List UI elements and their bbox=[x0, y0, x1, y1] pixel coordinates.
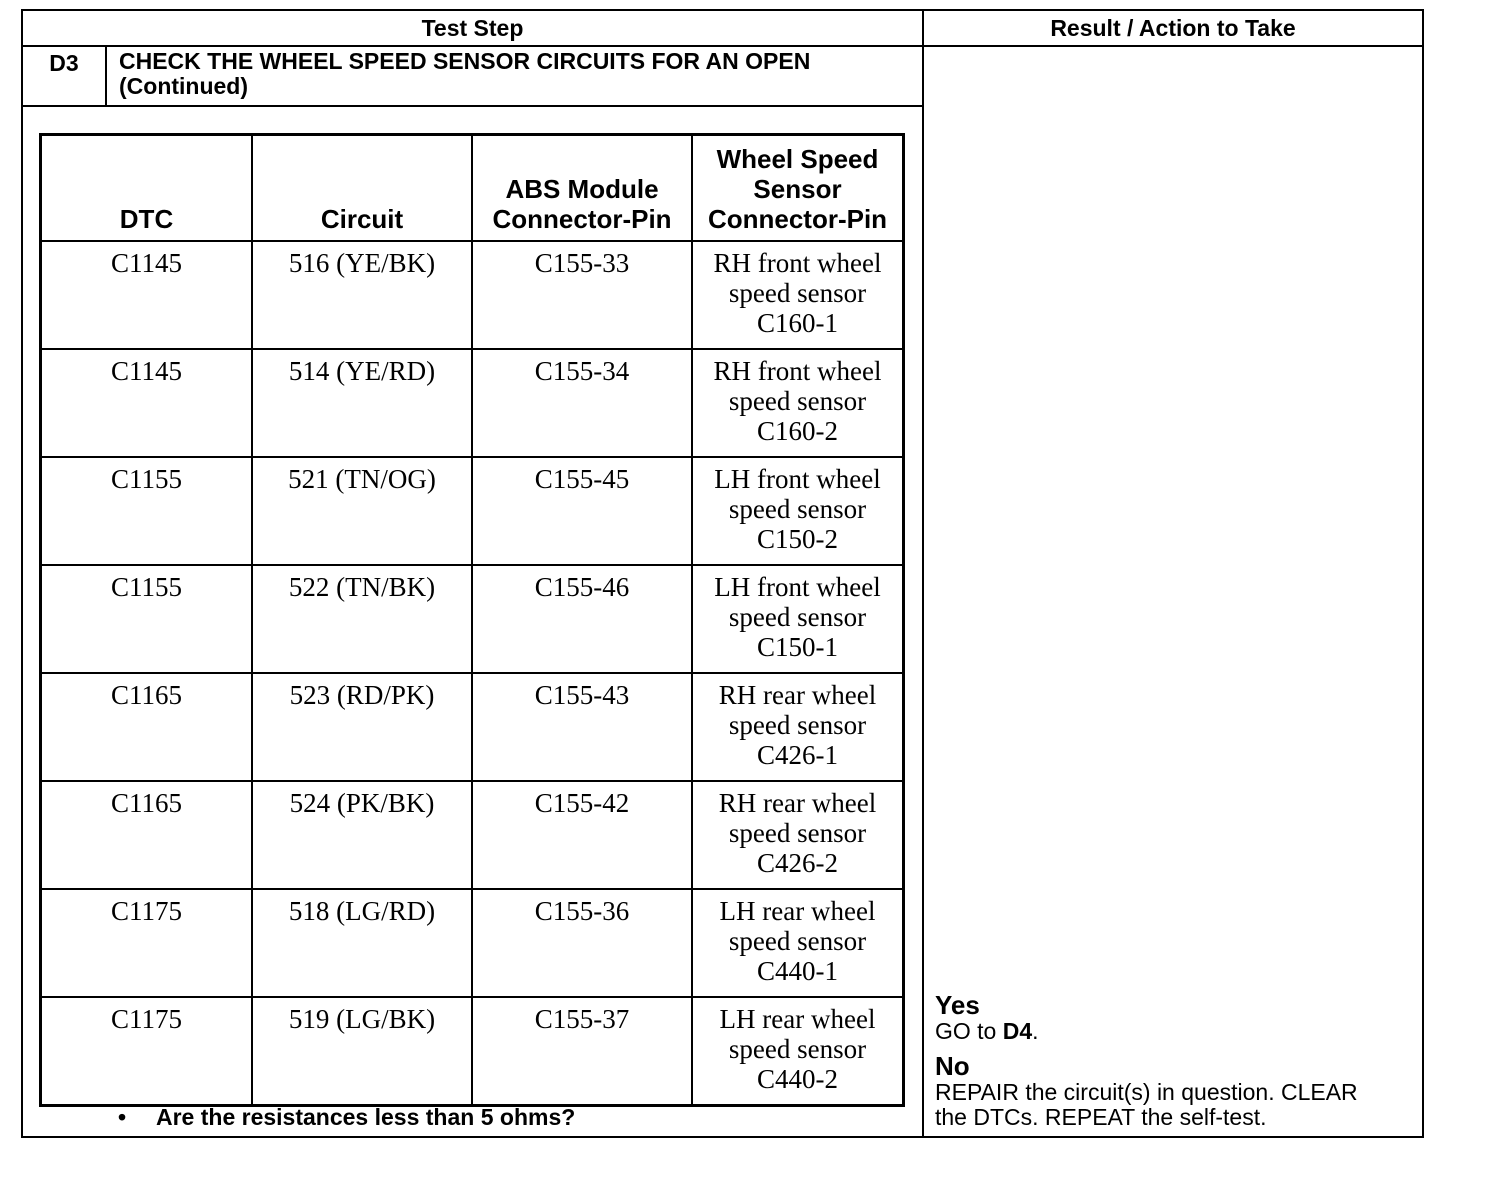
table-row bbox=[41, 565, 904, 673]
sensor-pin: C160-1 bbox=[757, 308, 838, 338]
yes-target-link[interactable]: D4 bbox=[1002, 1018, 1033, 1044]
sensor-pin: C150-2 bbox=[757, 524, 838, 554]
col-header-circuit bbox=[252, 135, 472, 242]
cell-dtc: C1165 bbox=[41, 673, 253, 781]
table-row bbox=[41, 349, 904, 457]
cell-abs-pin: C155-33 bbox=[472, 241, 692, 349]
cell-circuit: 521 (TN/OG) bbox=[252, 457, 472, 565]
cell-dtc: C1145 bbox=[41, 349, 253, 457]
cell-sensor bbox=[692, 781, 904, 889]
header-test-step: Test Step bbox=[23, 11, 924, 47]
no-label: No bbox=[935, 1051, 970, 1081]
sensor-pin: C426-2 bbox=[757, 848, 838, 878]
cell-abs-pin: C155-37 bbox=[472, 997, 692, 1106]
step-title bbox=[119, 49, 909, 99]
cell-sensor bbox=[692, 457, 904, 565]
result-panel bbox=[935, 991, 1415, 1130]
col-header-line: Wheel Speed bbox=[716, 144, 879, 174]
step-id: D3 bbox=[23, 47, 107, 105]
table-header-row bbox=[41, 135, 904, 242]
table-row bbox=[41, 997, 904, 1106]
cell-abs-pin: C155-34 bbox=[472, 349, 692, 457]
cell-abs-pin: C155-43 bbox=[472, 673, 692, 781]
sensor-location: LH rear wheel bbox=[719, 896, 876, 926]
sensor-location: RH rear wheel bbox=[718, 680, 877, 710]
col-header-line: Sensor bbox=[753, 174, 842, 204]
question bbox=[118, 1104, 575, 1131]
step-title-sub: (Continued) bbox=[119, 73, 249, 99]
cell-abs-pin: C155-42 bbox=[472, 781, 692, 889]
sensor-location: RH rear wheel bbox=[718, 788, 877, 818]
no-action-line2: the DTCs. REPEAT the self-test. bbox=[935, 1104, 1267, 1130]
step-title-main: CHECK THE WHEEL SPEED SENSOR CIRCUITS FOR AN OPEN bbox=[119, 48, 811, 74]
table-row bbox=[41, 673, 904, 781]
col-header-line: Connector-Pin bbox=[492, 204, 672, 234]
sensor-type: speed sensor bbox=[728, 1034, 867, 1064]
cell-abs-pin: C155-46 bbox=[472, 565, 692, 673]
yes-prefix: GO to bbox=[935, 1018, 1003, 1044]
sensor-type: speed sensor bbox=[728, 926, 867, 956]
column-divider bbox=[922, 11, 924, 1136]
cell-circuit: 519 (LG/BK) bbox=[252, 997, 472, 1106]
table-row bbox=[41, 781, 904, 889]
bullet-icon: • bbox=[118, 1104, 127, 1130]
sensor-pin: C150-1 bbox=[757, 632, 838, 662]
sensor-location: LH rear wheel bbox=[719, 1004, 876, 1034]
circuit-table bbox=[39, 133, 905, 1107]
sensor-pin: C440-2 bbox=[757, 1064, 838, 1094]
sensor-location: LH front wheel bbox=[714, 464, 881, 494]
cell-dtc: C1175 bbox=[41, 889, 253, 997]
yes-action bbox=[935, 1019, 1415, 1044]
table-row bbox=[41, 889, 904, 997]
test-step-page bbox=[21, 9, 1424, 1138]
sensor-type: speed sensor bbox=[728, 602, 867, 632]
cell-circuit: 522 (TN/BK) bbox=[252, 565, 472, 673]
table-row bbox=[41, 457, 904, 565]
step-divider bbox=[23, 105, 922, 107]
cell-sensor bbox=[692, 889, 904, 997]
cell-circuit: 524 (PK/BK) bbox=[252, 781, 472, 889]
cell-sensor bbox=[692, 241, 904, 349]
cell-sensor bbox=[692, 349, 904, 457]
cell-circuit: 516 (YE/BK) bbox=[252, 241, 472, 349]
cell-circuit: 523 (RD/PK) bbox=[252, 673, 472, 781]
sensor-location: RH front wheel bbox=[713, 248, 882, 278]
sensor-location: RH front wheel bbox=[713, 356, 882, 386]
header-result-action: Result / Action to Take bbox=[924, 11, 1422, 47]
cell-circuit: 518 (LG/RD) bbox=[252, 889, 472, 997]
sensor-pin: C426-1 bbox=[757, 740, 838, 770]
sensor-type: speed sensor bbox=[728, 710, 867, 740]
col-header-line: Connector-Pin bbox=[707, 204, 888, 234]
sensor-pin: C440-1 bbox=[757, 956, 838, 986]
cell-abs-pin: C155-36 bbox=[472, 889, 692, 997]
sensor-location: LH front wheel bbox=[714, 572, 881, 602]
col-header-line: Circuit bbox=[320, 204, 404, 234]
cell-dtc: C1165 bbox=[41, 781, 253, 889]
sensor-type: speed sensor bbox=[728, 386, 867, 416]
cell-abs-pin: C155-45 bbox=[472, 457, 692, 565]
sensor-pin: C160-2 bbox=[757, 416, 838, 446]
cell-dtc: C1175 bbox=[41, 997, 253, 1106]
col-header-dtc bbox=[41, 135, 253, 242]
cell-sensor bbox=[692, 565, 904, 673]
yes-label: Yes bbox=[935, 990, 980, 1020]
sensor-type: speed sensor bbox=[728, 278, 867, 308]
sensor-type: speed sensor bbox=[728, 494, 867, 524]
cell-dtc: C1155 bbox=[41, 457, 253, 565]
col-header-abs-pin bbox=[472, 135, 692, 242]
col-header-line: DTC bbox=[119, 204, 174, 234]
cell-sensor bbox=[692, 997, 904, 1106]
no-action-line1: REPAIR the circuit(s) in question. CLEAR bbox=[935, 1079, 1358, 1105]
col-header-sensor-pin bbox=[692, 135, 904, 242]
cell-circuit: 514 (YE/RD) bbox=[252, 349, 472, 457]
cell-dtc: C1155 bbox=[41, 565, 253, 673]
cell-dtc: C1145 bbox=[41, 241, 253, 349]
table-row bbox=[41, 241, 904, 349]
sensor-type: speed sensor bbox=[728, 818, 867, 848]
col-header-line: ABS Module bbox=[505, 174, 659, 204]
cell-sensor bbox=[692, 673, 904, 781]
yes-suffix: . bbox=[1032, 1018, 1039, 1044]
question-text: Are the resistances less than 5 ohms? bbox=[156, 1104, 576, 1130]
